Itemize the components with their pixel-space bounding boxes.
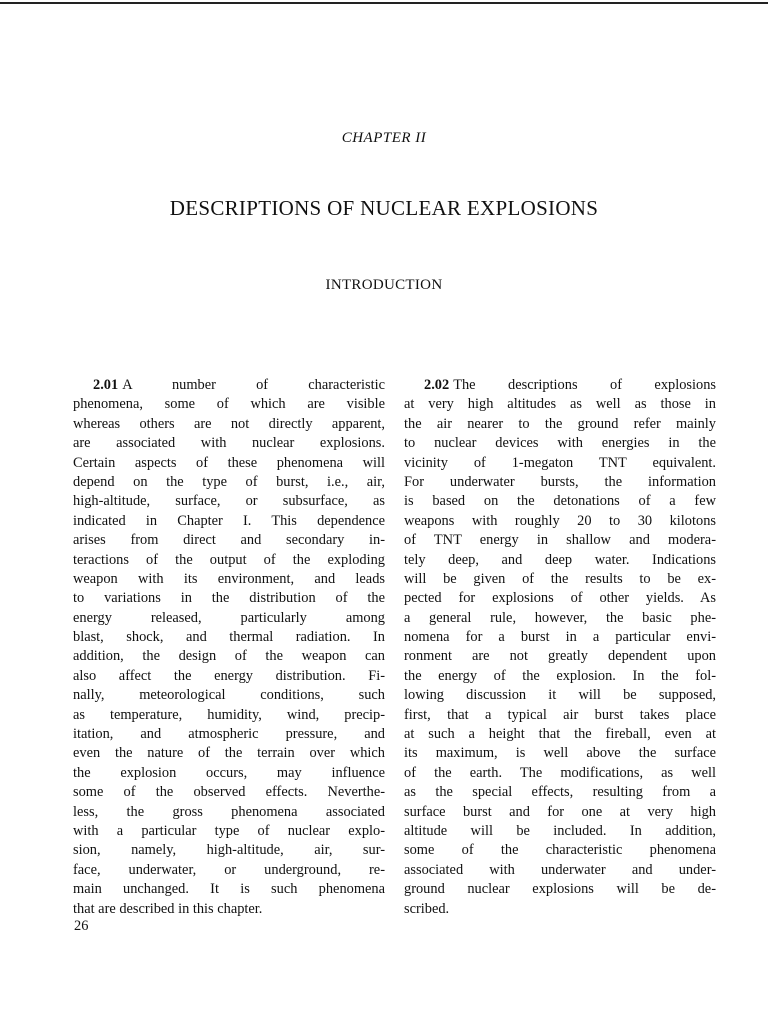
- text-line: associated with underwater and under-: [404, 861, 716, 878]
- text-line: ground nuclear explosions will be de-: [404, 881, 716, 898]
- text-line: of the earth. The modifications, as well: [404, 764, 716, 781]
- text-line: as temperature, humidity, wind, precip-: [73, 706, 385, 723]
- text-line: vicinity of 1-megaton TNT equivalent.: [404, 454, 716, 471]
- text-line: sion, namely, high-altitude, air, sur-: [73, 842, 385, 859]
- text-line: its maximum, is well above the surface: [404, 745, 716, 762]
- text-line: weapon with its environment, and leads: [73, 570, 385, 587]
- text-line: the explosion occurs, may influence: [73, 764, 385, 781]
- text-line: also affect the energy distribution. Fi-: [73, 667, 385, 684]
- text-line: addition, the design of the weapon can: [73, 648, 385, 665]
- text-line: [404, 376, 716, 395]
- text-line: Certain aspects of these phenomena will: [73, 454, 385, 471]
- text-line: are associated with nuclear explosions.: [73, 435, 385, 452]
- text-line: will be given of the results to be ex-: [404, 570, 716, 587]
- text-line: tely deep, and deep water. Indications: [404, 551, 716, 568]
- chapter-label: CHAPTER II: [341, 130, 427, 146]
- text-line: less, the gross phenomena associated: [73, 803, 385, 820]
- text-line: to nuclear devices with energies in the: [404, 435, 716, 452]
- text-line: energy released, particularly among: [73, 609, 385, 626]
- text-line: the air nearer to the ground refer mainly: [404, 415, 716, 432]
- text-line: scribed.: [404, 900, 450, 917]
- text-line: at very high altitudes as well as those in: [404, 396, 716, 413]
- text-line: For underwater bursts, the information: [404, 473, 716, 490]
- text-line: arises from direct and secondary in-: [73, 532, 385, 549]
- text-line: is based on the detonations of a few: [404, 493, 716, 510]
- text-line: with a particular type of nuclear explo-: [73, 822, 385, 839]
- text-line: pected for explosions of other yields. As: [404, 590, 716, 607]
- text-line: nally, meteorological conditions, such: [73, 687, 385, 704]
- text-line: some of the characteristic phenomena: [404, 842, 716, 859]
- text-line: indicated in Chapter I. This dependence: [73, 512, 385, 529]
- text-line: the energy of the explosion. In the fol-: [404, 667, 716, 684]
- text-line: face, underwater, or underground, re-: [73, 861, 385, 878]
- text-line: some of the observed effects. Neverthe-: [73, 784, 385, 801]
- text-line: phenomena, some of which are visible: [73, 396, 385, 413]
- text-line: lowing discussion it will be supposed,: [404, 687, 716, 704]
- text-line: depend on the type of burst, i.e., air,: [73, 473, 385, 490]
- text-line: first, that a typical air burst takes place: [404, 706, 716, 723]
- paragraph-2-02: [404, 376, 716, 919]
- text-line: high-altitude, surface, or subsurface, as: [73, 493, 385, 510]
- top-rule: [0, 2, 768, 4]
- text-line: to variations in the distribution of the: [73, 590, 385, 607]
- text-line: of TNT energy in shallow and modera-: [404, 532, 716, 549]
- text-line: a general rule, however, the basic phe-: [404, 609, 716, 626]
- page-number: 26: [74, 918, 89, 934]
- text-line: itation, and atmospheric pressure, and: [73, 726, 385, 743]
- text-line-content: The descriptions of explosions: [453, 377, 716, 393]
- text-line: weapons with roughly 20 to 30 kilotons: [404, 512, 716, 529]
- text-line: whereas others are not directly apparent,: [73, 415, 385, 432]
- text-line: ronment are not greatly dependent upon: [404, 648, 716, 665]
- text-line: even the nature of the terrain over which: [73, 745, 385, 762]
- chapter-title: DESCRIPTIONS OF NUCLEAR EXPLOSIONS: [169, 196, 599, 220]
- paragraph-number: 2.02: [424, 377, 450, 393]
- text-line: altitude will be included. In addition,: [404, 822, 716, 839]
- section-heading: INTRODUCTION: [325, 277, 443, 293]
- text-line: [73, 376, 385, 395]
- text-line: teractions of the output of the exploding: [73, 551, 385, 568]
- text-line: as the special effects, resulting from a: [404, 784, 716, 801]
- text-line: that are described in this chapter.: [73, 900, 263, 917]
- text-line-content: A number of characteristic: [122, 377, 385, 393]
- text-line: at such a height that the fireball, even at: [404, 726, 716, 743]
- paragraph-number: 2.01: [93, 377, 119, 393]
- text-line: nomena for a burst in a particular envi-: [404, 629, 716, 646]
- text-line: main unchanged. It is such phenomena: [73, 881, 385, 898]
- text-line: blast, shock, and thermal radiation. In: [73, 629, 385, 646]
- text-line: surface burst and for one at very high: [404, 803, 716, 820]
- paragraph-2-01: [73, 376, 385, 919]
